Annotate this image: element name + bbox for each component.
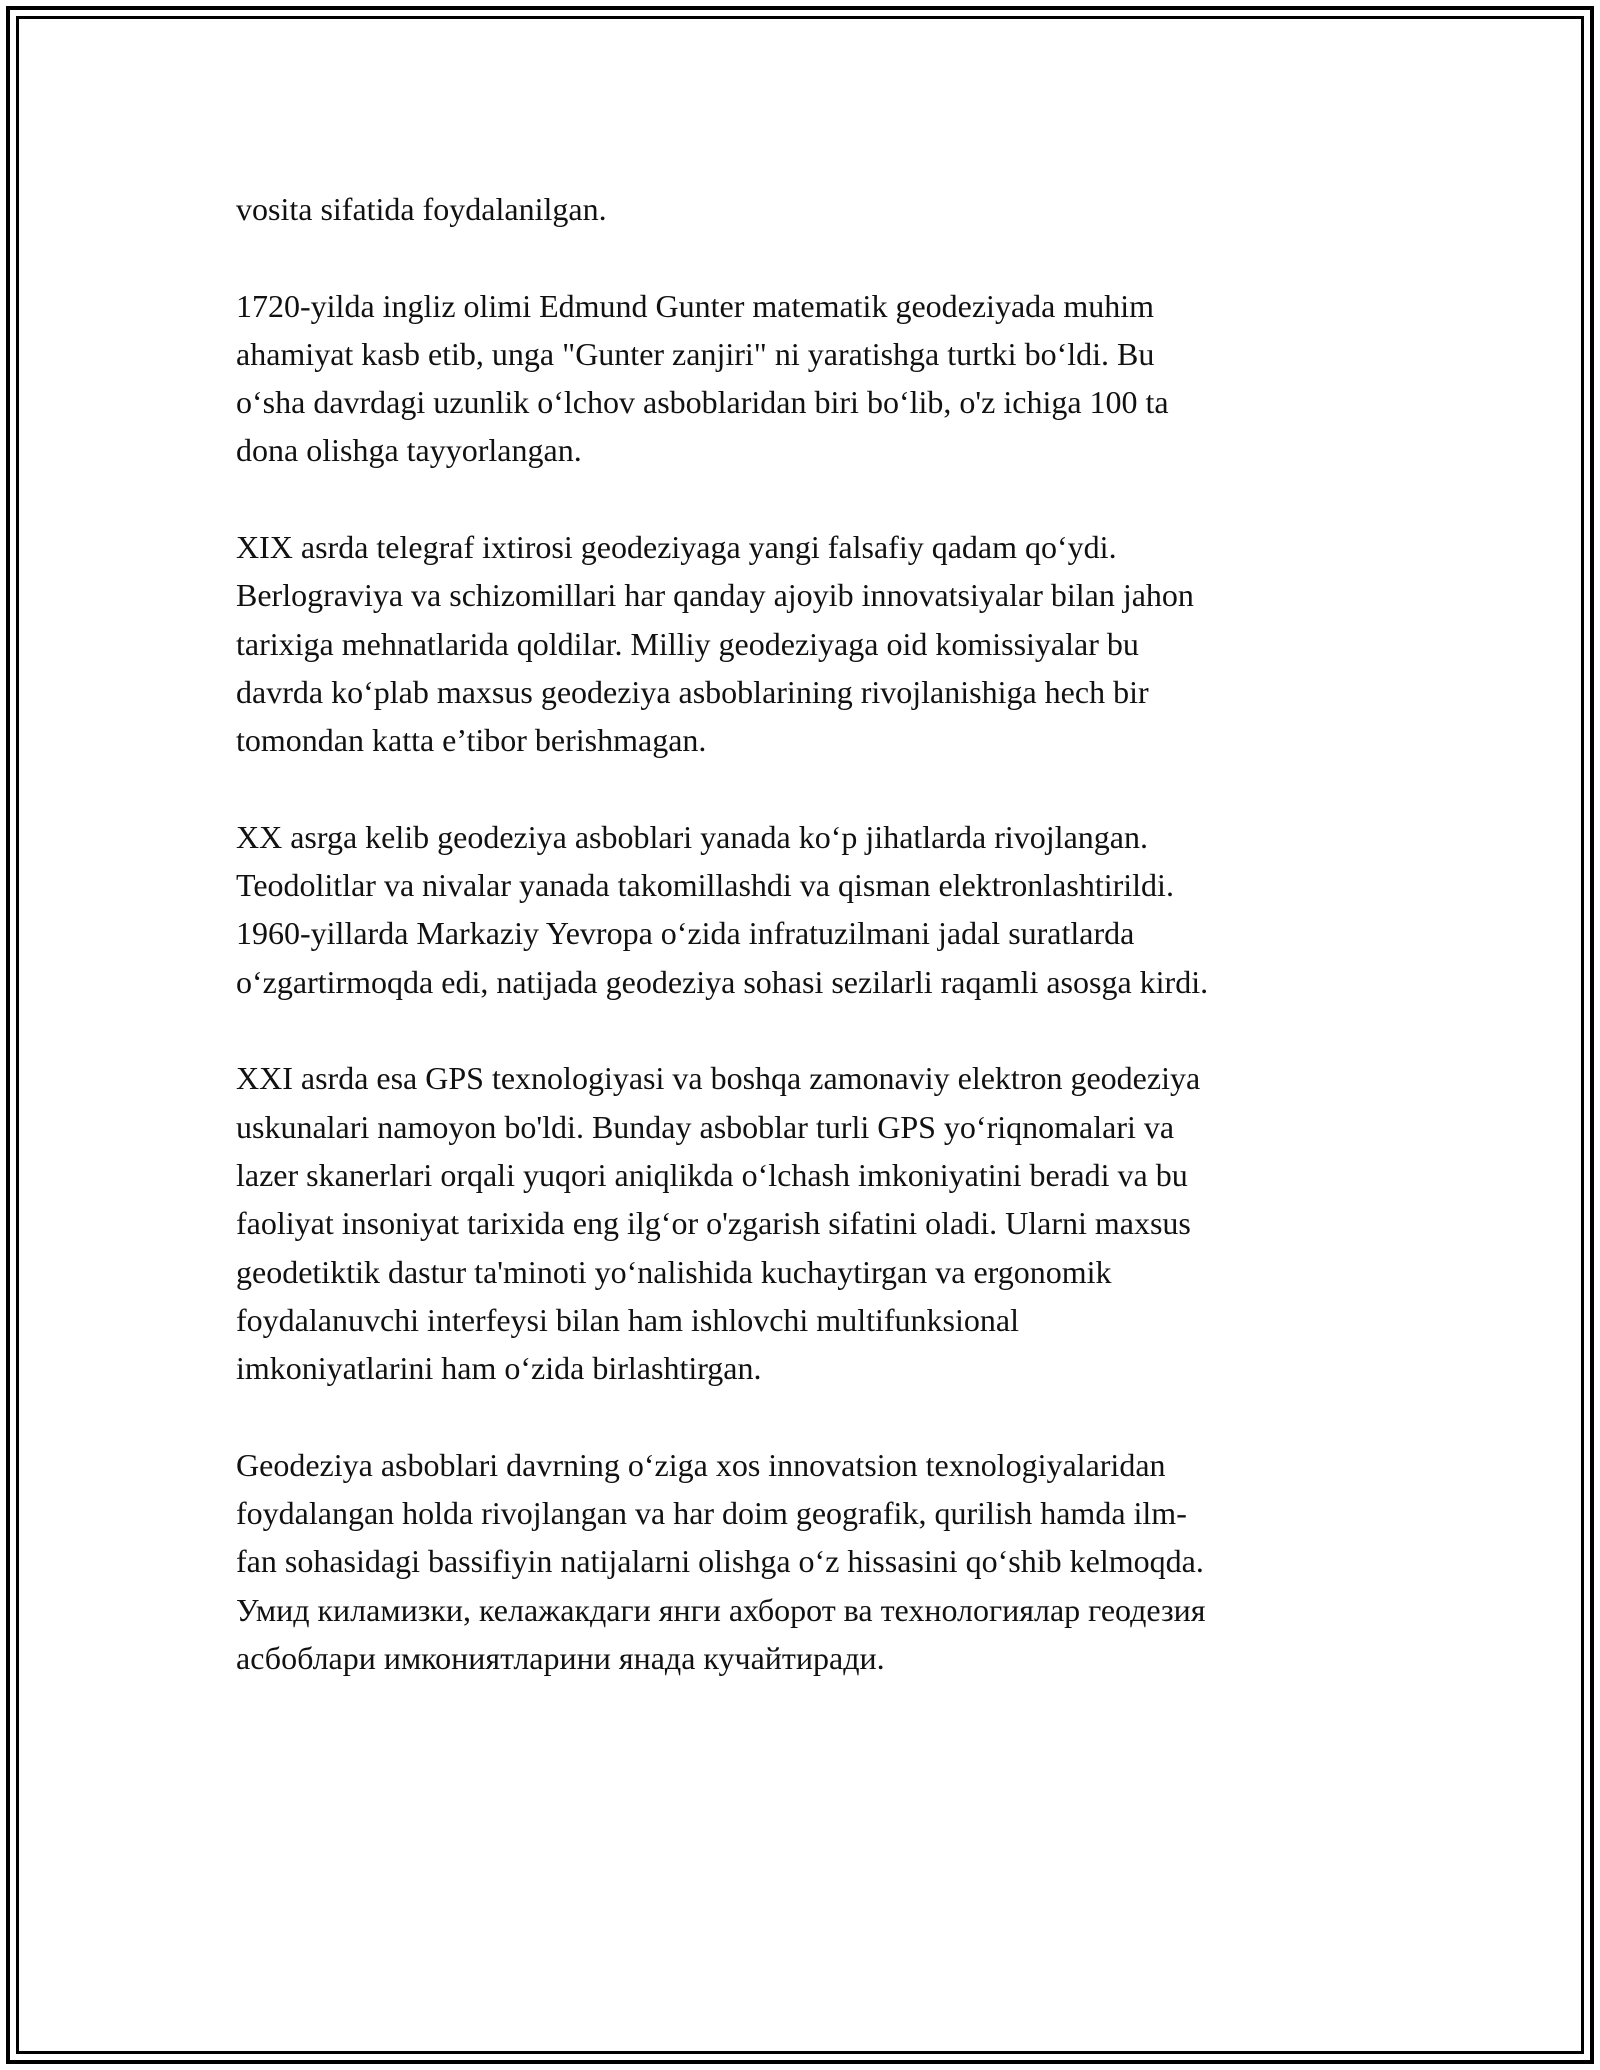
text-line: асбоблари имкониятларини янада кучайтиради. xyxy=(236,1639,885,1676)
paragraph xyxy=(236,282,1376,475)
text-line: oʻsha davrdagi uzunlik oʻlchov asboblaridan biri boʻlib, o'z ichiga 100 ta xyxy=(236,384,1169,421)
text-line: tarixiga mehnatlarida qoldilar. Milliy geodeziyaga oid komissiyalar bu xyxy=(236,625,1139,662)
document-body xyxy=(236,185,1376,1731)
paragraph xyxy=(236,1441,1376,1682)
text-line: uskunalari namoyon bo'ldi. Bunday asboblar turli GPS yoʻriqnomalari va xyxy=(236,1108,1175,1145)
text-line: oʻzgartirmoqda edi, natijada geodeziya sohasi sezilarli raqamli asosga kirdi. xyxy=(236,963,1209,1000)
text-line: Умид киламизки, келажакдаги янги ахборот ва технологиялар геодезия xyxy=(236,1591,1206,1628)
text-line: Geodeziya asboblari davrning oʻziga xos innovatsion texnologiyalaridan xyxy=(236,1446,1166,1483)
text-line: imkoniyatlarini ham oʻzida birlashtirgan. xyxy=(236,1350,762,1387)
text-line: tomondan katta e’tibor berishmagan. xyxy=(236,722,707,759)
text-line: Berlograviya va schizomillari har qanday ajoyib innovatsiyalar bilan jahon xyxy=(236,577,1194,614)
text-line: dona olishga tayyorlangan. xyxy=(236,432,582,469)
text-line: vosita sifatida foydalanilgan. xyxy=(236,191,607,227)
text-line: fan sohasidagi bassifiyin natijalarni olishga oʻz hissasini qoʻshib kelmoqda. xyxy=(236,1543,1204,1580)
text-line: Teodolitlar va nivalar yanada takomillashdi va qisman elektronlashtirildi. xyxy=(236,867,1174,904)
text-line: davrda koʻplab maxsus geodeziya asboblarining rivojlanishiga hech bir xyxy=(236,673,1149,710)
text-line: XXI asrda esa GPS texnologiyasi va boshqa zamonaviy elektron geodeziya xyxy=(236,1060,1201,1097)
text-line: foydalanuvchi interfeysi bilan ham ishlovchi multifunksional xyxy=(236,1301,1019,1338)
text-line: ahamiyat kasb etib, unga "Gunter zanjiri" ni yaratishga turtki boʻldi. Bu xyxy=(236,335,1155,372)
text-line: XIX asrda telegraf ixtirosi geodeziyaga yangi falsafiy qadam qoʻydi. xyxy=(236,529,1117,566)
text-line: XX asrga kelib geodeziya asboblari yanada koʻp jihatlarda rivojlangan. xyxy=(236,818,1148,855)
text-line: faoliyat insoniyat tarixida eng ilgʻor o'zgarish sifatini oladi. Ularni maxsus xyxy=(236,1205,1191,1242)
text-line: geodetiktik dastur ta'minoti yoʻnalishida kuchaytirgan va ergonomik xyxy=(236,1253,1112,1290)
paragraph xyxy=(236,185,1376,233)
text-line: lazer skanerlari orqali yuqori aniqlikda oʻlchash imkoniyatini beradi va bu xyxy=(236,1156,1188,1193)
paragraph xyxy=(236,523,1376,764)
text-line: 1720-yilda ingliz olimi Edmund Gunter matematik geodeziyada muhim xyxy=(236,287,1155,324)
paragraph xyxy=(236,813,1376,1006)
paragraph xyxy=(236,1054,1376,1392)
text-line: foydalangan holda rivojlangan va har doim geografik, qurilish hamda ilm- xyxy=(236,1495,1187,1532)
text-line: 1960-yillarda Markaziy Yevropa oʻzida infratuzilmani jadal suratlarda xyxy=(236,915,1135,952)
